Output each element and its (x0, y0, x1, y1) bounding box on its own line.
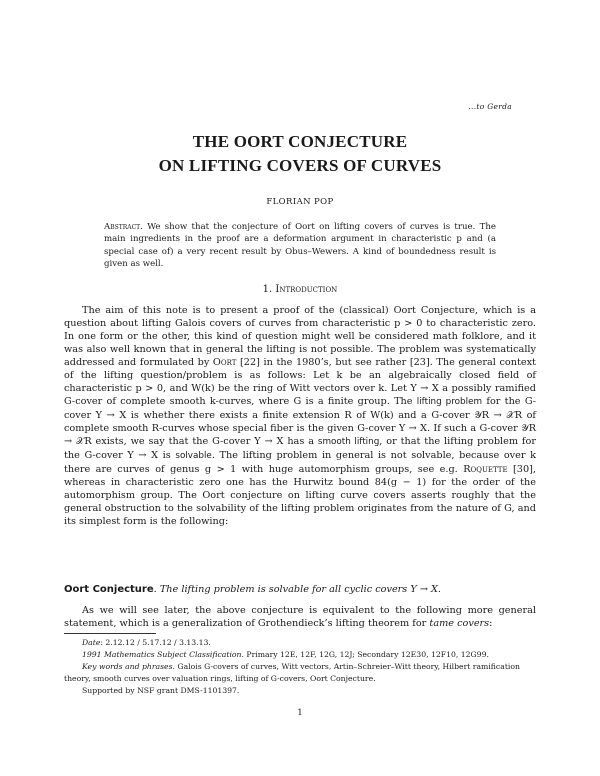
citation-roquette: Roquette (463, 464, 508, 475)
page-number: 1 (297, 708, 303, 718)
intro-text-6: [30], whereas in characteristic zero one has the Hurwitz bound 84(g − 1) for the order of the automorphism group. The Oort conjecture on lifting curve covers asserts roughly that the general obstruction to the solvability of the lifting problem originates from the nature of G, and its simplest form is the following: (64, 464, 536, 527)
term-tame-covers: tame covers (429, 618, 490, 629)
term-smooth-lifting: smooth lifting (317, 437, 380, 447)
abstract-text: We show that the conjecture of Oort on lifting covers of curves is true. The main ingredients in the proof are a deformation argument in characteristic p and (a special case of) a very recent result by Obus–Wewers. A kind of boundedness result is given as well. (104, 222, 497, 270)
date-label: Date (82, 638, 101, 647)
title-line-2: ON LIFTING COVERS OF CURVES (158, 156, 442, 175)
followup-paragraph (64, 604, 536, 630)
author-name: FLORIAN POP (266, 197, 334, 207)
intro-text-1: The aim of this note is to present a proof of the (classical) Oort Conjecture, which is a question about lifting Galois covers of curves from characteristic p > 0 to characteristic zero. In one form or the other, this kind of question might well be considered math folklore, and it was also well known that in general the lifting is not possible. The problem was systematically addressed and formulated by (64, 305, 536, 368)
conjecture-label: Oort Conjecture (64, 584, 154, 595)
intro-text-3: for the G-cover Y → X is whether there exists a finite extension R of W(k) and a G-cover 𝒴R → 𝒳R of complete smooth R-curves whose special fiber is the given G-cover Y → X. If such a G-cover 𝒴R → 𝒳R exists, we say that the G-cover Y → X has a (64, 396, 537, 447)
intro-paragraph (64, 304, 536, 528)
followup-end: : (489, 618, 493, 629)
keywords-label: Key words and phrases. (82, 662, 175, 671)
date-value: : 2.12.12 / 5.17.12 / 3.13.13. (100, 638, 211, 647)
footnote-msc (64, 649, 536, 661)
conjecture-statement: Oort Conjecture. The lifting problem is solvable for all cyclic covers Y → X. (64, 584, 442, 595)
conjecture-text: The lifting problem is solvable for all cyclic covers Y → X. (159, 584, 442, 595)
msc-value: Primary 12E, 12F, 12G, 12J; Secondary 12E30, 12F10, 12G99. (246, 650, 489, 659)
followup-text: As we will see later, the above conjecture is equivalent to the following more general statement, which is a generalization of Grothendieck’s lifting theorem for (64, 605, 536, 629)
footnote-support: Supported by NSF grant DMS-1101397. (82, 686, 240, 695)
keywords-value: Galois G-covers of curves, Witt vectors, Artin–Schreier–Witt theory, Hilbert ramification theory, smooth curves over valuation rings, lifting of G-covers, Oort Conjecture. (64, 662, 520, 683)
title-line-1: THE OORT CONJECTURE (192, 132, 408, 151)
term-solvable: solvable (175, 451, 212, 461)
citation-oort: Oort (212, 357, 237, 368)
footnote-rule (64, 633, 156, 634)
intro-text-2: [22] in the 1980’s, but see rather [23]. The general context of the lifting question/problem is as follows: Let k be an algebraically closed field of characteristic p > 0, and W(k) be the ring of Witt vectors over k. Let Y → X a possibly ramified G-cover of complete smooth k-curves, where G is a finite group. The (64, 357, 536, 407)
intro-text-4: , or that the lifting problem for the G-cover Y → X is (64, 436, 536, 461)
section-heading: 1. Introduction (262, 284, 338, 295)
dedication: ...to Gerda (468, 102, 512, 111)
footnote-date (64, 637, 536, 649)
abstract-label: Abstract. (104, 222, 143, 232)
abstract (104, 221, 496, 271)
msc-label: 1991 Mathematics Subject Classification. (82, 650, 244, 659)
term-lifting-problem: lifting problem (416, 397, 483, 407)
footnote-keywords (64, 661, 536, 685)
intro-text-5: . The lifting problem in general is not solvable, because over k there are curves of genus g > 1 with huge automorphism groups, see e.g. (64, 450, 536, 475)
